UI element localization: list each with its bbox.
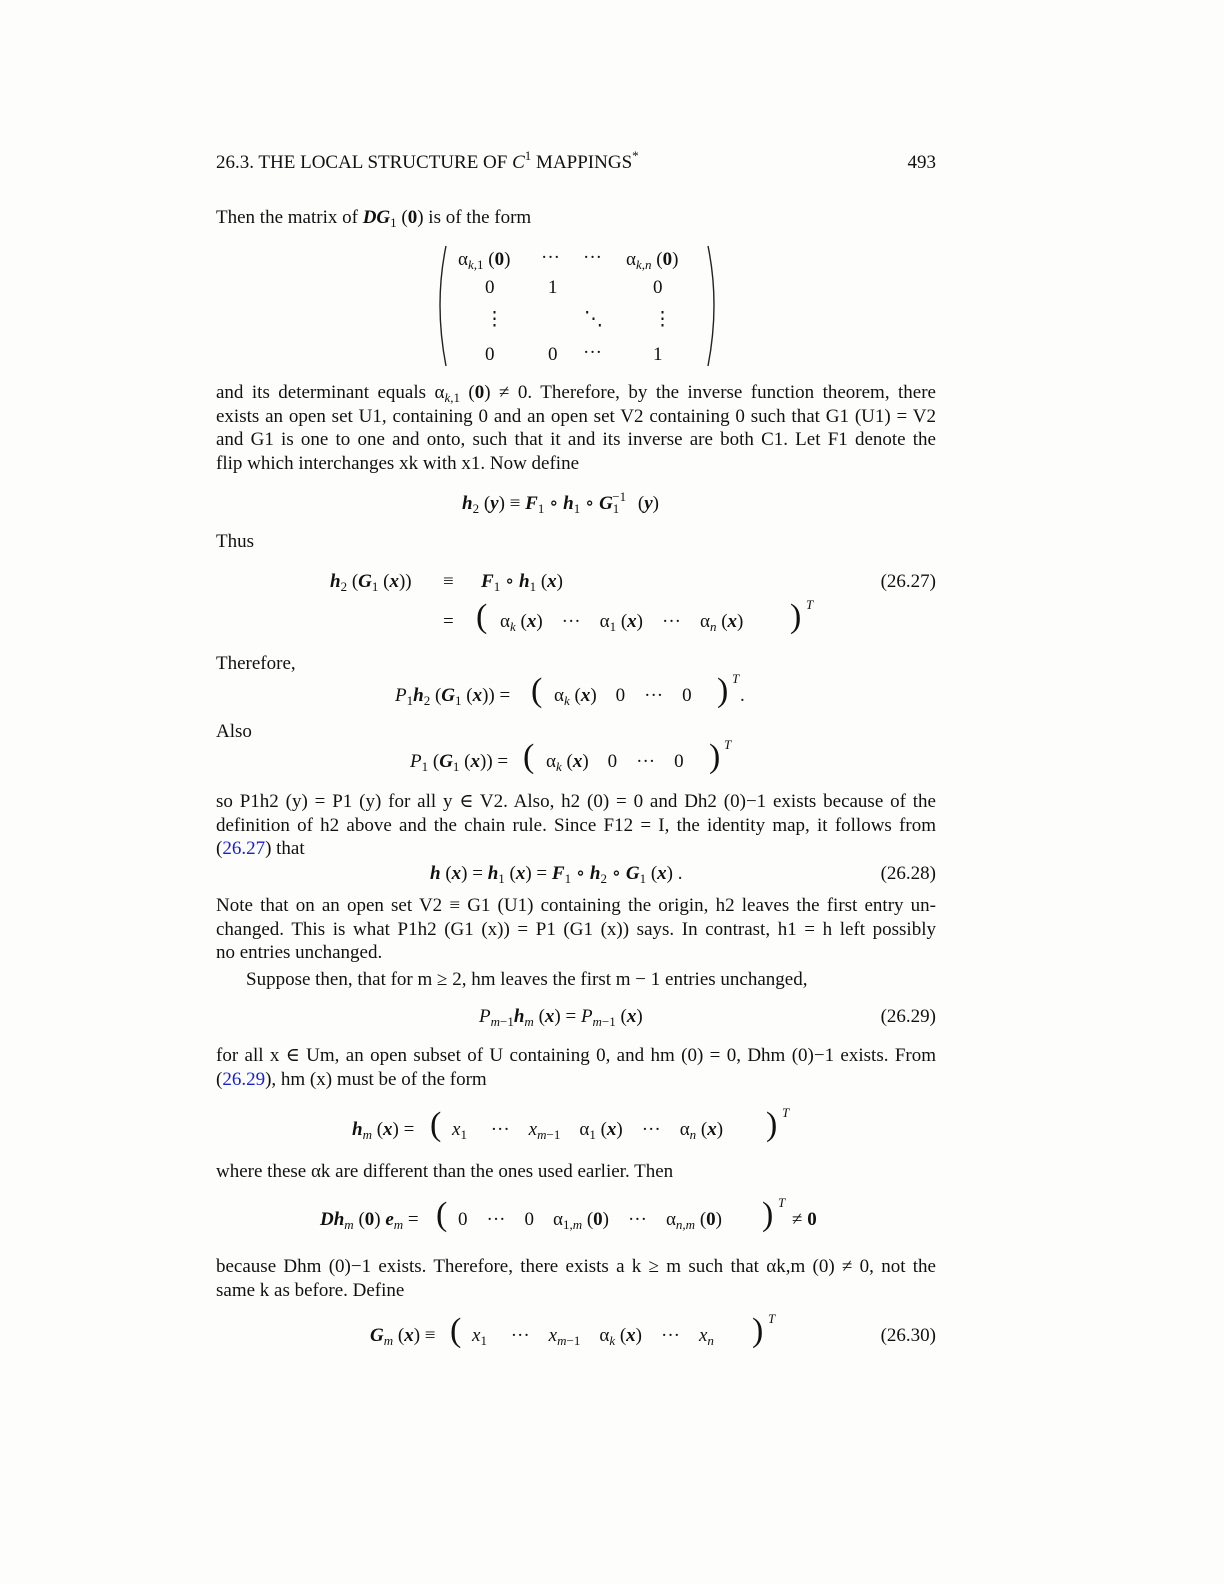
equation-number: (26.27) <box>880 571 936 592</box>
page-number: 493 <box>907 152 936 173</box>
left-paren: ( <box>523 738 535 775</box>
transpose: T <box>782 1105 790 1120</box>
equation-2629: $P_{m-1}h_m$ $(x) = P_{m-1}$ (x) <box>479 1006 643 1029</box>
matrix-cell: ⋮ <box>485 309 504 330</box>
equation-h2-def: $h_2$ $(y) \equiv F_1$ ∘ $h_1$ ∘ $G_1^{-1}$ (y) <box>462 489 659 516</box>
right-paren: ) <box>790 598 802 635</box>
equation-hm-vector: $x_1$ ··· $x_{m-1}$ $\alpha_1$ (x) ··· $\alpha_n$ (x) <box>452 1119 724 1142</box>
matrix-cell: 0 <box>548 344 558 365</box>
right-paren: ) <box>709 738 721 775</box>
right-paren: ) <box>717 672 729 709</box>
matrix-cell: 1 <box>653 344 663 365</box>
paragraph-note: Note that on an open set V2 ≡ G1 (U1) containing the origin, h2 leaves the first entry un- changed. This is what P1h2 (G1 (x)) = P1 (G1 (x)) says. In contrast, h1 = h left possibly no entries unchanged. <box>216 895 936 964</box>
equation-2627-lhs: $h_2$ ($G_1$ (x)) <box>330 571 412 594</box>
matrix-cell: 1 <box>548 277 558 298</box>
equation-2627-rhs: $F_1$ ∘ $h_1$ (x) <box>481 571 563 594</box>
equation-hm-form: $h_m$ (x) = <box>352 1119 415 1142</box>
left-paren: ( <box>450 1312 462 1349</box>
paragraph-intro: Then the matrix of $DG_1$ (0) is of the form <box>216 207 532 230</box>
equation-gm-vector: $x_1$ ··· $x_{m-1}$ $\alpha_k$ (x) ··· $x_n$ <box>472 1325 714 1348</box>
transpose: T <box>778 1195 786 1210</box>
matrix-cell: ··· <box>583 247 602 268</box>
equation-p1g1: $P_1$ ($G_1$ (x)) = <box>410 751 509 774</box>
transpose: T <box>724 737 732 752</box>
left-paren: ( <box>430 1106 442 1143</box>
matrix-cell: $\alpha_{k,n}$ (0) <box>626 249 679 272</box>
equation-2627-vector: $\alpha_k$ (x) ··· $\alpha_1$ (x) ··· $\alpha_n$ (x) <box>500 611 744 634</box>
text-therefore: Therefore, <box>216 653 296 674</box>
paragraph-determinant: and its determinant equals $\alpha_{k,1}$ (0) ≠ 0. Therefore, by the inverse function theorem, there exists an open set U1, containing 0 and an open set V2 containing 0 such that G1 (U1) = V2 and G1 is one to one and onto, such that it and its inverse are both C1. Let F1 denote the flip which interchanges xk with x1. Now define <box>216 382 936 474</box>
equation-dhm-vector: 0 ··· 0 $\alpha_{1,m}$ (0) ··· $\alpha_{n,m}$ (0) <box>458 1209 722 1232</box>
paragraph-where: where these αk are different than the ones used earlier. Then <box>216 1161 674 1182</box>
text-also: Also <box>216 721 252 742</box>
equation-2627-eqv: ≡ <box>443 571 454 592</box>
equation-p1g1-vector: $\alpha_k$ (x) 0 ··· 0 <box>546 751 684 774</box>
transpose: T <box>732 671 740 686</box>
ref-link-2627[interactable]: 26.27 <box>222 838 266 860</box>
equation-number: (26.28) <box>880 863 936 884</box>
equation-2628: h $(x) = h_1$ $(x) = F_1$ ∘ $h_2$ ∘ $G_1$ (x) . <box>430 863 683 886</box>
left-paren: ( <box>436 1196 448 1233</box>
matrix-cell: 0 <box>485 277 495 298</box>
ref-link-2629[interactable]: 26.29 <box>222 1068 266 1090</box>
equation-number: (26.29) <box>880 1006 936 1027</box>
text-thus: Thus <box>216 531 254 552</box>
matrix-cell: 0 <box>653 277 663 298</box>
paragraph-suppose: Suppose then, that for m ≥ 2, hm leaves the first m − 1 entries unchanged, <box>246 969 808 990</box>
right-paren: ) <box>762 1196 774 1233</box>
equation-dhm-em: $Dh_m$ (0) $e_m$ = <box>320 1209 419 1232</box>
equation-p1h2: $P_1h_2$ ($G_1$ (x)) = <box>395 685 511 708</box>
matrix-cell: 0 <box>485 344 495 365</box>
left-paren: ( <box>476 598 488 635</box>
right-paren: ) <box>766 1106 778 1143</box>
matrix-cell: $\alpha_{k,1}$ (0) <box>458 249 511 272</box>
equation-2627-eq: = <box>443 611 454 632</box>
running-header: 26.3. THE LOCAL STRUCTURE OF $C^1$ MAPPINGS* <box>216 148 639 173</box>
transpose: T <box>806 597 814 612</box>
left-paren: ( <box>531 672 543 709</box>
paragraph-because: because Dhm (0)−1 exists. Therefore, there exists a k ≥ m such that αk,m (0) ≠ 0, not the same k as before. Define <box>216 1256 936 1301</box>
equation-number: (26.30) <box>880 1325 936 1346</box>
paragraph-chain-rule: so P1h2 (y) = P1 (y) for all y ∈ V2. Also, h2 (0) = 0 and Dh2 (0)−1 exists because of the definition of h2 above and the chain rule. Since F12 = I, the identity map, it follows from (26.27) that <box>216 791 936 860</box>
right-paren: ) <box>752 1312 764 1349</box>
matrix-cell: ··· <box>541 247 560 268</box>
matrix-cell: ⋮ <box>653 309 672 330</box>
period: . <box>740 685 745 706</box>
paragraph-for-all: for all x ∈ Um, an open subset of U containing 0, and hm (0) = 0, Dhm (0)−1 exists. From (26.29), hm (x) must be of the form <box>216 1045 936 1090</box>
not-equal-zero: ≠ 0 <box>792 1209 817 1230</box>
equation-p1h2-vector: $\alpha_k$ (x) 0 ··· 0 <box>554 685 692 708</box>
matrix-cell: ⋱ <box>584 309 603 330</box>
transpose: T <box>768 1311 776 1326</box>
equation-gm: $G_m$ (x) ≡ <box>370 1325 436 1348</box>
matrix-cell: ··· <box>583 342 602 363</box>
